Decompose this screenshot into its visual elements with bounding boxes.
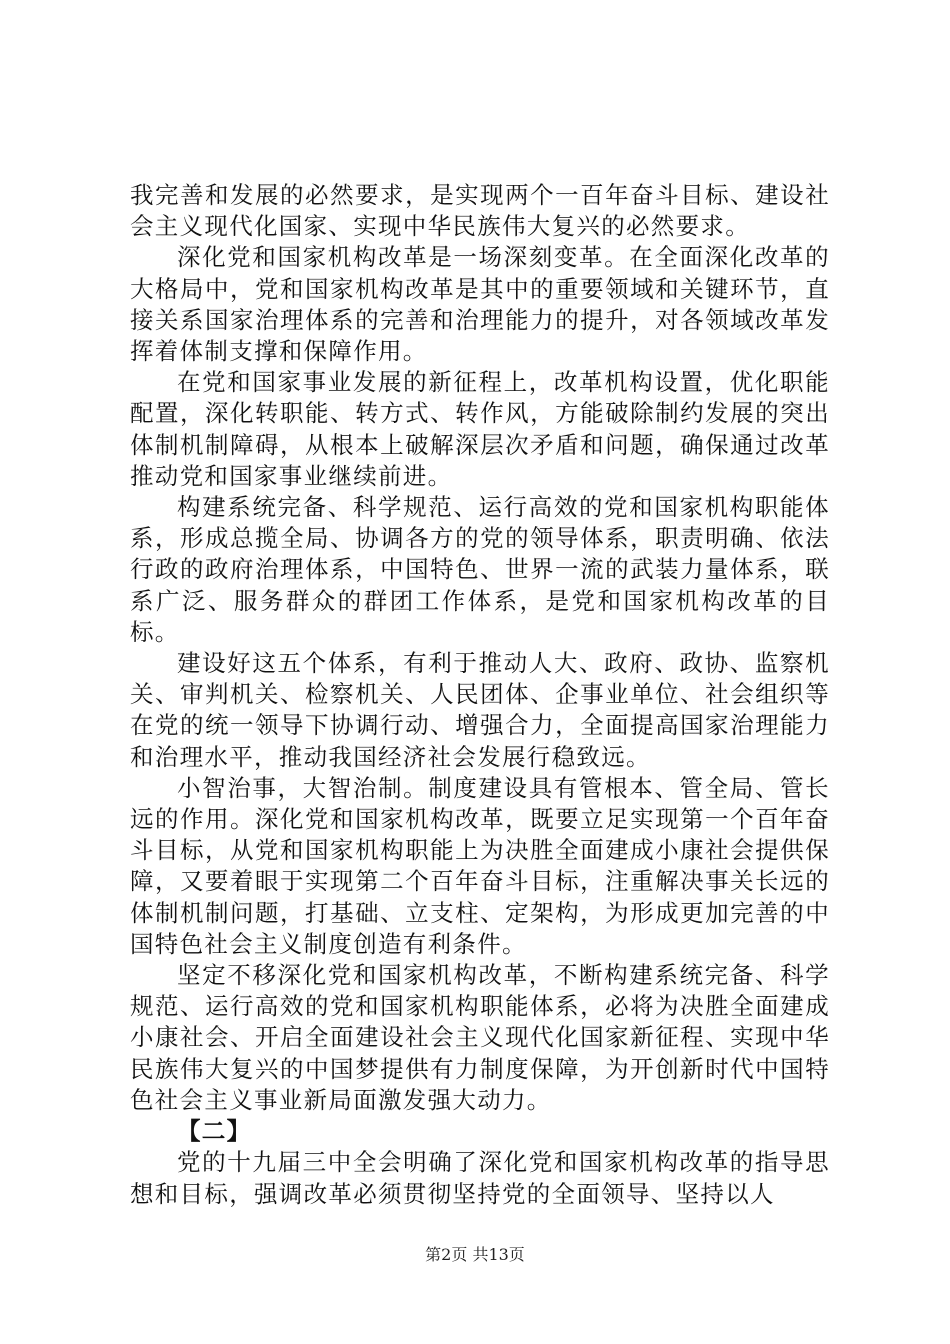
section-heading: 【二】 bbox=[177, 1117, 252, 1146]
paragraph-2: 深化党和国家机构改革是一场深刻变革。在全面深化改革的大格局中，党和国家机构改革是其中的重要领域和关键环节，直接关系国家治理体系的完善和治理能力的提升，对各领域改革发挥着体制支撑和保障作用。 bbox=[130, 243, 830, 366]
paragraph-6: 小智治事，大智治制。制度建设具有管根本、管全局、管长远的作用。深化党和国家机构改革，既要立足实现第一个百年奋斗目标，从党和国家机构职能上为决胜全面建成小康社会提供保障，又要着眼于实现第二个百年奋斗目标，注重解决事关长远的体制机制问题，打基础、立支柱、定架构，为形成更加完善的中国特色社会主义制度创造有利条件。 bbox=[130, 773, 830, 958]
paragraph-3: 在党和国家事业发展的新征程上，改革机构设置，优化职能配置，深化转职能、转方式、转作风，方能破除制约发展的突出体制机制障碍，从根本上破解深层次矛盾和问题，确保通过改革推动党和国家事业继续前进。 bbox=[130, 368, 830, 490]
paragraph-7: 坚定不移深化党和国家机构改革，不断构建系统完备、科学规范、运行高效的党和国家机构职能体系，必将为决胜全面建成小康社会、开启全面建设社会主义现代化国家新征程、实现中华民族伟大复兴的中国梦提供有力制度保障，为开创新时代中国特色社会主义事业新局面激发强大动力。 bbox=[130, 961, 830, 1114]
paragraph-8: 党的十九届三中全会明确了深化党和国家机构改革的指导思想和目标，强调改革必须贯彻坚持党的全面领导、坚持以人 bbox=[130, 1148, 830, 1208]
paragraph-4: 构建系统完备、科学规范、运行高效的党和国家机构职能体系，形成总揽全局、协调各方的党的领导体系，职责明确、依法行政的政府治理体系，中国特色、世界一流的武装力量体系，联系广泛、服务群众的群团工作体系，是党和国家机构改革的目标。 bbox=[130, 493, 830, 646]
paragraph-1: 我完善和发展的必然要求，是实现两个一百年奋斗目标、建设社会主义现代化国家、实现中华民族伟大复兴的必然要求。 bbox=[130, 181, 830, 241]
page-footer bbox=[0, 1245, 950, 1265]
paragraph-5: 建设好这五个体系，有利于推动人大、政府、政协、监察机关、审判机关、检察机关、人民团体、企事业单位、社会组织等在党的统一领导下协调行动、增强合力，全面提高国家治理能力和治理水平，推动我国经济社会发展行稳致远。 bbox=[130, 649, 830, 771]
document-body bbox=[130, 180, 830, 1210]
page-number-label: 第2页 共13页 bbox=[425, 1245, 525, 1264]
